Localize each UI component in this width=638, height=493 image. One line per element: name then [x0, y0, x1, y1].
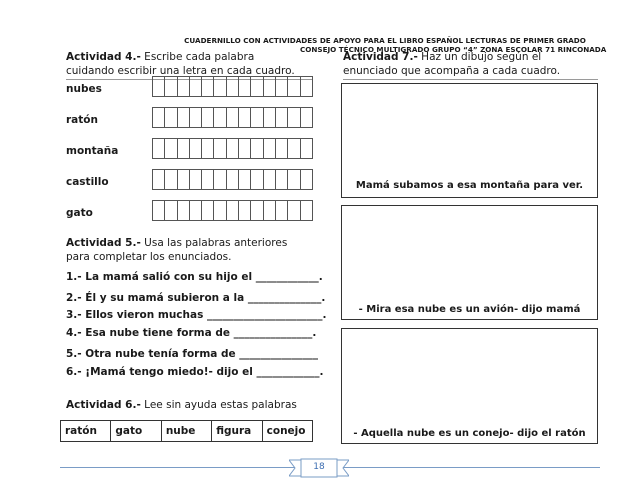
- letter-cell[interactable]: [214, 201, 226, 220]
- letter-cell[interactable]: [239, 139, 251, 158]
- letter-cell[interactable]: [288, 77, 300, 96]
- letter-cell[interactable]: [165, 201, 177, 220]
- letter-cell[interactable]: [264, 201, 276, 220]
- letter-cell[interactable]: [251, 108, 263, 127]
- letter-cell[interactable]: [301, 201, 313, 220]
- letter-cell[interactable]: [190, 201, 202, 220]
- letter-cell[interactable]: [276, 108, 288, 127]
- table-cell: figura: [212, 421, 262, 441]
- letter-cell[interactable]: [239, 201, 251, 220]
- word-label: ratón: [66, 114, 98, 126]
- activity4-text2: cuidando escribir una letra en cada cuadro.: [66, 65, 295, 77]
- activity5-label: Actividad 5.-: [66, 237, 141, 249]
- sentence-4: 4.- Esa nube tiene forma de _______________.: [66, 327, 317, 339]
- letter-cell[interactable]: [165, 170, 177, 189]
- table-cell: nube: [162, 421, 212, 441]
- drawing-box-2[interactable]: [341, 205, 598, 320]
- table-cell: gato: [111, 421, 161, 441]
- letter-cell[interactable]: [276, 201, 288, 220]
- drawing-box-3[interactable]: [341, 328, 598, 444]
- sentence-2: 2.- Él y su mamá subieron a la ______________.: [66, 292, 326, 304]
- letter-cell[interactable]: [190, 170, 202, 189]
- activity6-word-table: [60, 420, 313, 442]
- letter-cell[interactable]: [288, 201, 300, 220]
- letter-cell[interactable]: [288, 170, 300, 189]
- letter-cell[interactable]: [251, 201, 263, 220]
- activity4-label: Actividad 4.-: [66, 51, 141, 63]
- activity4-text: Escribe cada palabra: [140, 51, 255, 63]
- activity7-title: [343, 50, 541, 64]
- letter-cell[interactable]: [264, 108, 276, 127]
- letter-cell[interactable]: [202, 108, 214, 127]
- letter-cell[interactable]: [227, 170, 239, 189]
- letter-cell[interactable]: [227, 108, 239, 127]
- letter-cell[interactable]: [202, 77, 214, 96]
- letter-cell[interactable]: [214, 139, 226, 158]
- header-line-2: CONSEJO TÉCNICO MULTIGRADO GRUPO “4” ZONA ESCOLAR 71 RINCONADA: [300, 45, 607, 54]
- activity5-text: Usa las palabras anteriores: [140, 237, 288, 249]
- letter-cell[interactable]: [276, 170, 288, 189]
- letter-cell[interactable]: [165, 139, 177, 158]
- letter-cell[interactable]: [239, 170, 251, 189]
- letter-cell[interactable]: [153, 139, 165, 158]
- letter-cell[interactable]: [227, 139, 239, 158]
- drawing-caption-1: Mamá subamos a esa montaña para ver.: [355, 180, 584, 191]
- letter-cell[interactable]: [251, 170, 263, 189]
- letter-cell[interactable]: [301, 139, 313, 158]
- letter-cell[interactable]: [202, 170, 214, 189]
- letter-grid-raton[interactable]: [152, 107, 313, 128]
- activity5-text2: para completar los enunciados.: [66, 251, 232, 263]
- activity6-text: Lee sin ayuda estas palabras: [140, 399, 297, 411]
- letter-cell[interactable]: [153, 108, 165, 127]
- activity7-text2: enunciado que acompaña a cada cuadro.: [343, 65, 561, 77]
- letter-cell[interactable]: [153, 201, 165, 220]
- letter-grid-nubes[interactable]: [152, 76, 313, 97]
- activity6-title: [66, 398, 297, 412]
- letter-cell[interactable]: [276, 77, 288, 96]
- letter-grid-gato[interactable]: [152, 200, 313, 221]
- letter-cell[interactable]: [153, 170, 165, 189]
- letter-cell[interactable]: [227, 201, 239, 220]
- letter-cell[interactable]: [214, 77, 226, 96]
- letter-cell[interactable]: [178, 170, 190, 189]
- letter-cell[interactable]: [190, 139, 202, 158]
- letter-grid-montana[interactable]: [152, 138, 313, 159]
- letter-cell[interactable]: [165, 77, 177, 96]
- activity7-text: Haz un dibujo según el: [417, 51, 542, 63]
- drawing-caption-3: - Aquella nube es un conejo- dijo el ratón: [353, 428, 586, 439]
- letter-cell[interactable]: [190, 77, 202, 96]
- activity7-label: Actividad 7.-: [343, 51, 418, 63]
- letter-cell[interactable]: [202, 139, 214, 158]
- letter-cell[interactable]: [153, 77, 165, 96]
- letter-cell[interactable]: [227, 77, 239, 96]
- letter-cell[interactable]: [301, 108, 313, 127]
- letter-cell[interactable]: [165, 108, 177, 127]
- letter-cell[interactable]: [276, 139, 288, 158]
- page-number: 18: [313, 462, 325, 472]
- word-label: castillo: [66, 176, 109, 188]
- letter-cell[interactable]: [214, 170, 226, 189]
- sentence-3: 3.- Ellos vieron muchas ______________________.: [66, 309, 327, 321]
- word-label: gato: [66, 207, 93, 219]
- table-cell: conejo: [266, 425, 306, 437]
- letter-cell[interactable]: [239, 108, 251, 127]
- table-cell: ratón: [61, 421, 111, 441]
- letter-cell[interactable]: [178, 77, 190, 96]
- letter-cell[interactable]: [288, 139, 300, 158]
- letter-cell[interactable]: [178, 201, 190, 220]
- sentence-6: 6.- ¡Mamá tengo miedo!- dijo el ____________.: [66, 366, 324, 378]
- activity5-title: [66, 236, 287, 250]
- letter-cell[interactable]: [264, 77, 276, 96]
- activity6-label: Actividad 6.-: [66, 399, 141, 411]
- letter-cell[interactable]: [214, 108, 226, 127]
- letter-cell[interactable]: [251, 77, 263, 96]
- word-label: montaña: [66, 145, 119, 157]
- letter-cell[interactable]: [264, 139, 276, 158]
- letter-cell[interactable]: [178, 108, 190, 127]
- drawing-caption-2: - Mira esa nube es un avión- dijo mamá: [358, 304, 581, 315]
- letter-cell[interactable]: [178, 139, 190, 158]
- letter-cell[interactable]: [301, 170, 313, 189]
- header-line-1: CUADERNILLO CON ACTIVIDADES DE APOYO PARA EL LIBRO ESPAÑOL LECTURAS DE PRIMER GRADO: [184, 36, 586, 45]
- letter-cell[interactable]: [264, 170, 276, 189]
- letter-grid-castillo[interactable]: [152, 169, 313, 190]
- letter-cell[interactable]: [288, 108, 300, 127]
- activity4-title: [66, 50, 254, 64]
- letter-cell[interactable]: [202, 201, 214, 220]
- caption-rule: [341, 197, 598, 198]
- word-label: nubes: [66, 83, 102, 95]
- letter-cell[interactable]: [251, 139, 263, 158]
- sentence-1: 1.- La mamá salió con su hijo el ____________.: [66, 271, 323, 283]
- letter-cell[interactable]: [239, 77, 251, 96]
- activity7-underline: [343, 79, 598, 80]
- sentence-5: 5.- Otra nube tenía forma de _______________: [66, 348, 319, 360]
- letter-cell[interactable]: [190, 108, 202, 127]
- letter-cell[interactable]: [301, 77, 313, 96]
